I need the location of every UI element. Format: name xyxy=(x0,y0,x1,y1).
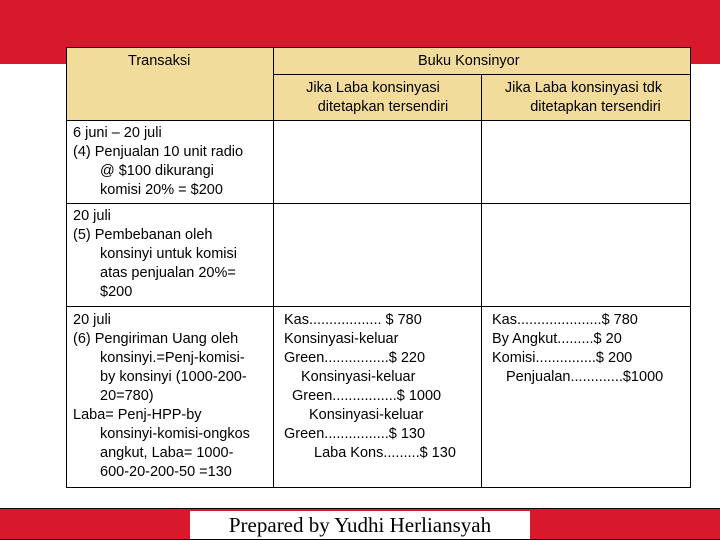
row2-line4: atas penjualan 20%= xyxy=(100,265,236,281)
row3-line4: by konsinyi (1000-200- xyxy=(100,369,247,385)
row1-line2: (4) Penjualan 10 unit radio xyxy=(73,144,244,160)
header-sub-b-line1: Jika Laba konsinyasi tdk xyxy=(504,80,663,96)
col-a-entry-2: Konsinyasi-keluar xyxy=(284,331,399,347)
row2-col-b-cell xyxy=(481,203,691,307)
header-sub-a-line2: ditetapkan tersendiri xyxy=(317,99,449,115)
header-sub-b-line2: ditetapkan tersendiri xyxy=(530,99,661,115)
col-b-entry-1: Kas.....................$ 780 xyxy=(492,312,638,328)
row3-line2: (6) Pengiriman Uang oleh xyxy=(73,331,239,347)
header-transaksi-label: Transaksi xyxy=(128,53,191,69)
col-a-entry-6: Konsinyasi-keluar xyxy=(309,407,424,423)
row3-line8: angkut, Laba= 1000- xyxy=(100,445,234,461)
row3-line9: 600-20-200-50 =130 xyxy=(100,464,232,480)
col-a-entry-1: Kas.................. $ 780 xyxy=(284,312,422,328)
row2-line3: konsinyi untuk komisi xyxy=(100,246,237,262)
col-b-entry-3: Komisi...............$ 200 xyxy=(492,350,633,366)
row3-line6: Laba= Penj-HPP-by xyxy=(73,407,202,423)
col-a-entry-4: Konsinyasi-keluar xyxy=(301,369,416,385)
row3-line7: konsinyi-komisi-ongkos xyxy=(100,426,250,442)
col-a-entry-8: Laba Kons.........$ 130 xyxy=(314,445,456,461)
row2-col-a-cell xyxy=(273,203,482,307)
row3-line3: konsinyi.=Penj-komisi- xyxy=(100,350,245,366)
row1-col-b-cell xyxy=(481,120,691,204)
row1-col-a-cell xyxy=(273,120,482,204)
col-a-entry-5: Green................$ 1000 xyxy=(292,388,442,404)
row1-line4: komisi 20% = $200 xyxy=(100,182,223,198)
row2-line1: 20 juli xyxy=(73,208,111,224)
col-b-entry-2: By Angkut.........$ 20 xyxy=(492,331,622,347)
row3-line1: 20 juli xyxy=(73,312,111,328)
col-b-entry-4: Penjualan.............$1000 xyxy=(506,369,664,385)
col-a-entry-7: Green................$ 130 xyxy=(284,426,426,442)
header-buku-label: Buku Konsinyor xyxy=(418,53,520,69)
footer-credit: Prepared by Yudhi Herliansyah xyxy=(190,511,530,539)
header-sub-a-line1: Jika Laba konsinyasi xyxy=(306,80,440,96)
col-a-entry-3: Green................$ 220 xyxy=(284,350,426,366)
row2-line5: $200 xyxy=(100,284,133,300)
row1-line3: @ $100 dikurangi xyxy=(100,163,214,179)
row3-line5: 20=780) xyxy=(100,388,154,404)
row1-line1: 6 juni – 20 juli xyxy=(73,125,162,141)
row2-line2: (5) Pembebanan oleh xyxy=(73,227,213,243)
